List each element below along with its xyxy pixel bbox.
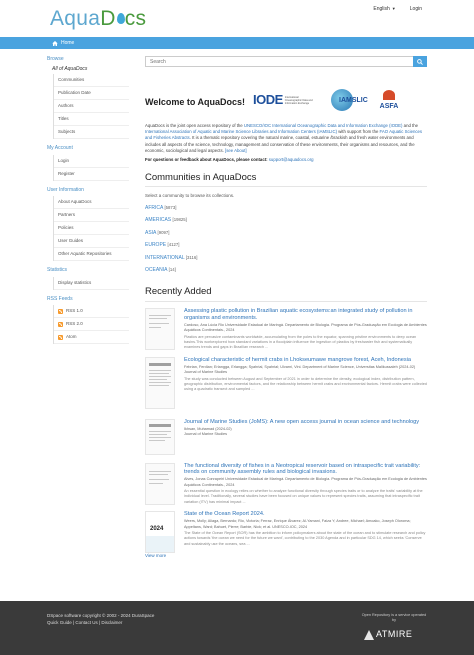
asfa-logo[interactable]: ASFA <box>377 89 401 111</box>
rss-icon <box>58 309 63 314</box>
header <box>0 0 474 37</box>
footer-links[interactable]: Quick Guide | Contact Us | Disclaimer <box>47 619 123 625</box>
item-title-link[interactable]: Ecological characteristic of hermit crabs in Lhokseumawe mangrove forest, Aceh, Indonesia <box>184 356 411 363</box>
atmire-logo[interactable]: ATMIRE <box>364 629 412 641</box>
list-item <box>145 419 427 457</box>
community-item[interactable]: OCEANIA [14] <box>145 267 176 274</box>
support-email-link[interactable]: support@aquadocs.org <box>268 157 314 163</box>
search-input[interactable] <box>145 56 413 67</box>
item-meta: Ikhsan, Muhamad (2024-02) <box>184 427 232 432</box>
sidebar-heading-rss: RSS Feeds <box>47 295 73 302</box>
list-item <box>145 511 427 551</box>
community-item[interactable]: INTERNATIONAL [3116] <box>145 254 198 261</box>
see-about-link[interactable]: [see About] <box>225 147 247 153</box>
list-item <box>145 357 427 413</box>
rss-icon <box>58 322 63 327</box>
language-dropdown[interactable]: English ▼ <box>373 6 396 12</box>
community-item[interactable]: ASIA [9097] <box>145 229 170 236</box>
sidebar-item-rss1[interactable]: RSS 1.0 <box>54 305 129 318</box>
partner-logos <box>253 89 401 111</box>
list-item <box>145 463 427 505</box>
rss-icon <box>58 335 63 340</box>
item-meta: Cardoso, Ana Lúcia Rio Universidade Estadual de Maringá. Departamento de Biologia. Programa de Pós-Graduação em Ecologia de Ambientes Aquáticos Continentais., 2024 <box>184 323 427 333</box>
sidebar-item-user-guides[interactable]: User Guides <box>54 235 129 248</box>
sidebar-item-publication-date[interactable]: Publication Date <box>54 87 129 100</box>
main-content <box>145 56 427 559</box>
sidebar-item-authors[interactable]: Authors <box>54 100 129 113</box>
sidebar-item-policies[interactable]: Policies <box>54 222 129 235</box>
communities-heading: Communities in AquaDocs <box>145 172 427 187</box>
item-abstract: The State of the Ocean Report (SOR) has the ambition to inform policymakers about the state of the ocean and to stimulate research and policy actions towards 'the ocean we need for the future we want', contributing to the 2030 Agenda and in particular SDG 14, which seeks 'Conserve and sustainably use the oceans, sea ... <box>184 531 426 546</box>
item-journal: Journal of Marine Studies <box>184 432 228 437</box>
page-title: Welcome to AquaDocs! <box>145 97 246 107</box>
sidebar-heading-statistics: Statistics <box>47 267 68 273</box>
item-title-link[interactable]: Journal of Marine Studies (JoMS): A new open access journal in ocean science and technology <box>184 418 420 425</box>
atmire-triangle-icon <box>364 630 374 640</box>
breadcrumb <box>0 37 474 49</box>
item-meta: Alves, Jonas Conrapeiri Universidade Estadual de Maringá. Departamento de Biologia. Programa de Pós-Graduação em Ecologia de Ambientes Aquáticos Continentais., 2024 <box>184 477 427 487</box>
item-title-link[interactable]: Assessing plastic pollution in Brazilian aquatic ecosystems:an integrated study of pollution in organisms and environments. <box>184 308 413 321</box>
aquadocs-logo[interactable]: AquaD cs <box>50 7 147 30</box>
login-link[interactable]: Login <box>409 6 422 12</box>
item-abstract: The study was conducted between August and September of 2021 in order to determine the density, ecological index, distribution pattern, geographic distribution, environmental factors, and the relationship between hermit crabs and environmental factors. Hermit crabs were collected using a quadratic transect and sampled ... <box>184 376 427 392</box>
welcome-section <box>145 89 427 121</box>
iode-logo[interactable]: IODE International Oceanographic Data and Information Exchange <box>253 91 313 107</box>
recently-added-heading: Recently Added <box>145 286 427 302</box>
water-drop-icon <box>117 13 125 24</box>
item-thumbnail[interactable]: 2024 <box>145 511 175 553</box>
sidebar-item-partners[interactable]: Partners <box>54 209 129 222</box>
sidebar-heading-browse: Browse <box>47 56 64 62</box>
caret-down-icon: ▼ <box>391 6 396 11</box>
item-thumbnail[interactable] <box>145 308 175 350</box>
community-item[interactable]: EUROPE [4127] <box>145 242 180 249</box>
leaf-icon <box>383 90 395 100</box>
breadcrumb-home[interactable]: Home <box>61 39 75 46</box>
item-abstract: An essential question in ecology relies on whether to analyze functional diversity through species traits or to analyze the traits' variability at the individual level. Traditionally, several studies have been focused on unique values to represent species traits, assuming that intraspecific trait variation (ITV) has minimal impact ... <box>184 489 423 504</box>
item-journal: Journal of Marine Studies <box>184 370 228 375</box>
contact-line: For questions or feedback about AquaDocs, please contact: support@aquadocs.org <box>145 157 314 163</box>
top-nav <box>373 6 422 13</box>
sidebar-heading-account: My Account <box>47 145 73 151</box>
item-thumbnail[interactable] <box>145 463 175 505</box>
search-bar <box>145 56 427 67</box>
sidebar-item-subjects[interactable]: Subjects <box>54 126 129 139</box>
asfa-link[interactable]: FAO Aquatic Sciences and Fisheries Abstracts <box>145 129 423 141</box>
community-item[interactable]: AFRICA [5873] <box>145 204 177 211</box>
item-thumbnail[interactable] <box>145 419 175 455</box>
sidebar-item-titles[interactable]: Titles <box>54 113 129 126</box>
intro-text: AquaDocs is the joint open access repository of the UNESCO/IOC International Oceanographic Data and Information Exchange (IODE) and the International Association of Aquatic and Marine Science Libraries and Information Centers (IAMSLIC) with support from the FAO Aquatic Sciences and Fisheries Abstracts. It is a thematic repository covering the natural marine, coastal, estuarine /brackish and fresh water environments and includes all aspects of the science, technology, management and conservation of these environments, their organisms and resources, and the economic, sociological and legal aspects. [see About] <box>145 123 423 153</box>
sidebar-item-atom[interactable]: Atom <box>54 331 129 344</box>
iode-link[interactable]: UNESCO/IOC International Oceanographic Data and Information Exchange (IODE) <box>243 123 403 128</box>
sidebar <box>47 56 129 350</box>
item-title-link[interactable]: The functional diversity of fishes in a Neotropical reservoir based on intraspecific trait variability: trends on community assembly rules and biological invasions. <box>184 462 421 476</box>
community-item[interactable]: AMERICAS [19825] <box>145 217 187 224</box>
communities-description: Select a community to browse its collections. <box>145 193 235 199</box>
sidebar-item-rss2[interactable]: RSS 2.0 <box>54 318 129 331</box>
item-abstract: Plastics are pervasive contaminants worldwide, accumulating from the poles to the equator, spanning pristine environments to deep ocean basins.This workexplored how standard variations in a floodplain influence the ingestion of plastics by freshwater fish and systematically examines trends and gaps in Brazilian research ... <box>184 334 417 350</box>
search-button[interactable] <box>413 56 427 67</box>
item-title-link[interactable]: State of the Ocean Report 2024. <box>184 511 265 518</box>
sidebar-item-about[interactable]: About AquaDocs <box>54 196 129 209</box>
iamslic-link[interactable]: International Association of Aquatic and Marine Science Libraries and Information Centers (IAMSLIC) <box>145 129 338 135</box>
search-icon <box>417 59 423 65</box>
item-thumbnail[interactable] <box>145 357 175 409</box>
home-icon <box>52 41 58 46</box>
sidebar-scope: All of AquaDocs <box>52 65 88 72</box>
sidebar-heading-user-info: User Information <box>47 186 84 193</box>
iamslic-logo[interactable]: IAMSLIC <box>331 89 371 111</box>
sidebar-item-other-repositories[interactable]: Other Aquatic Repositories <box>54 248 129 261</box>
footer <box>0 601 474 655</box>
footer-copyright[interactable]: DSpace software copyright © 2002 - 2024 DuraSpace <box>47 613 155 618</box>
sidebar-item-display-statistics[interactable]: Display statistics <box>54 277 129 290</box>
footer-repo-note: Open Repository is a service operated by <box>361 613 427 622</box>
sidebar-item-login[interactable]: Login <box>54 155 129 168</box>
view-more-link[interactable]: View more <box>145 553 167 559</box>
item-meta: Febrian, Ferdian; Erlangga, Erlangga; Syahrial, Syahrial; Ulvarni, Vini. Department of Marine Science, Universitas Malikussaleh (2024-02) <box>184 365 416 370</box>
sidebar-item-register[interactable]: Register <box>54 168 129 181</box>
sidebar-item-communities[interactable]: Communities <box>54 74 129 87</box>
list-item <box>145 308 427 350</box>
item-meta: Weers, Molly; Aliaga, Bernardo; Rio, Victoria; Ferraz, Enrique Álvarez; Al-Yamani, Faiza Y; Andree, Michael; Amoako, Joseph Oloroma; Appeltans, Ward; Bahuet, Pierre; Barbie, Nick; et al. UNESCO-IOC, 2024 <box>184 519 411 529</box>
